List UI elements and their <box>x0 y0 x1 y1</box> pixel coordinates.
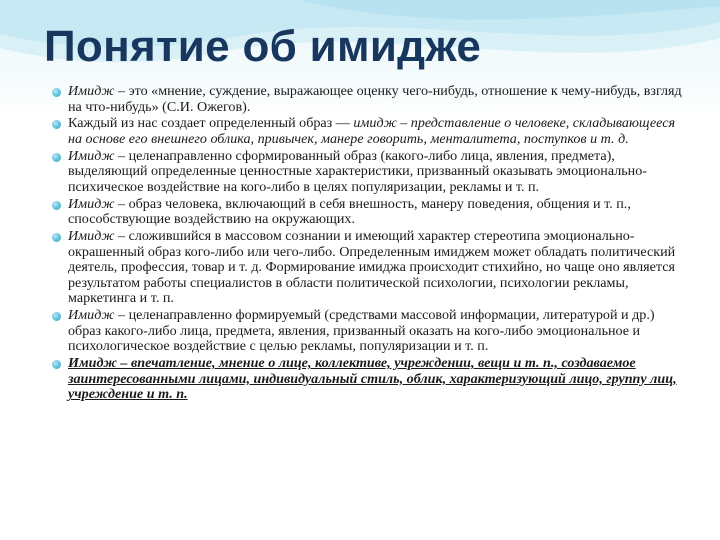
list-item <box>52 197 690 228</box>
slide-title: Понятие об имидже <box>44 22 482 71</box>
bullet-icon <box>52 312 61 321</box>
list-item <box>52 116 690 147</box>
bullet-icon <box>52 233 61 242</box>
bullet-icon <box>52 201 61 210</box>
item-text: Имидж <box>68 307 115 324</box>
item-text: имидж – представление о человеке, складывающееся на основе его внешнего облика, привычек, манере говорить, менталитета, поступков и т. д. <box>68 115 676 147</box>
bullet-icon <box>52 153 61 162</box>
item-text: Имидж <box>68 83 115 99</box>
slide-content <box>52 84 690 404</box>
bullet-icon <box>52 120 61 129</box>
list-item <box>52 308 690 355</box>
item-text: Имидж <box>68 195 115 212</box>
item-text: Каждый из нас создает определенный образ — <box>68 115 354 132</box>
list-item <box>52 356 690 403</box>
item-text: Имидж – впечатление, мнение о лице, коллективе, учреждении, вещи и т. п., создаваемое заинтересованными лицами, индивидуальный стиль, облик, характеризующий лицо, группу лиц, учреждение и т. п. <box>68 355 677 403</box>
item-text: – целенаправленно сформированный образ (какого-либо лица, явления, предмета), выделяющий определенные ценностные характеристики, призванный оказывать эмоционально-психическое воздействие на кого-либо в целях популяризации, рекламы и т. п. <box>68 147 647 195</box>
item-text: – образ человека, включающий в себя внешность, манеру поведения, общения и т. п., способствующие воздействию на окружающих. <box>68 195 631 228</box>
item-text: Имидж <box>68 228 115 245</box>
list-item <box>52 84 690 115</box>
item-text: – это «мнение, суждение, выражающее оценку чего-нибудь, отношение к чему-нибудь, взгляд на что-нибудь» (С.И. Ожегов). <box>68 83 682 115</box>
bullet-icon <box>52 88 61 97</box>
definition-list <box>52 84 690 403</box>
item-text: Имидж <box>68 147 115 164</box>
item-text: – целенаправленно формируемый (средствами массовой информации, литературой и др.) образ какого-либо лица, предмета, явления, призванный оказать на кого-либо эмоциональное и психологическое воздействие с целью рекламы, популяризации и т. п. <box>68 307 655 355</box>
list-item <box>52 149 690 196</box>
bullet-icon <box>52 360 61 369</box>
item-text: – сложившийся в массовом сознании и имеющий характер стереотипа эмоционально-окрашенный образ кого-либо или чего-либо. Определенным имиджем может обладать политический деятель, профессия, товар и т. д. Формирование имиджа происходит стихийно, но чаще оно является результатом работы специалистов в области политической психологии, психологии рекламы, маркетинга и т. п. <box>68 228 676 307</box>
list-item <box>52 229 690 307</box>
